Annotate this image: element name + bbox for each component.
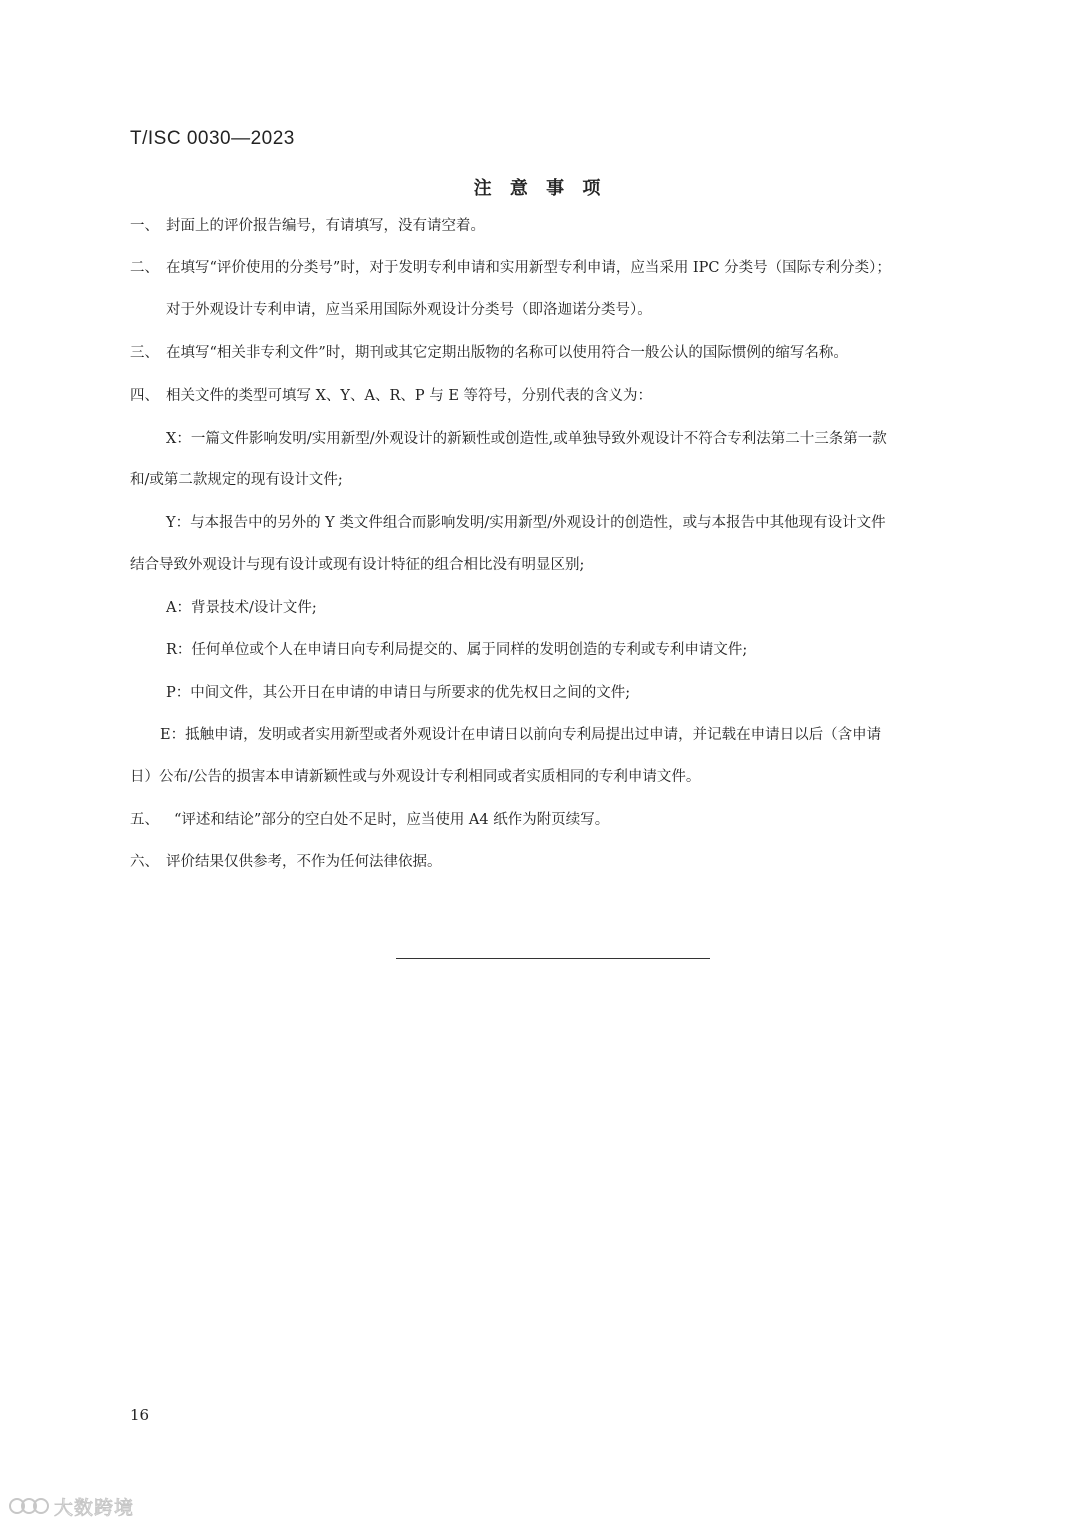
category-y-line-1: Y：与本报告中的另外的 Y 类文件组合而影响发明/实用新型/外观设计的创造性，或与本报告中其他现有设计文件 — [166, 515, 886, 531]
item-text: 评价结果仅供参考，不作为任何法律依据。 — [166, 854, 442, 870]
notice-item-6 — [130, 850, 442, 871]
item-number: 四、 — [130, 388, 159, 404]
page-number: 16 — [130, 1406, 150, 1424]
brand-logo-icon — [8, 1494, 50, 1518]
end-divider — [396, 958, 710, 959]
watermark — [8, 1492, 134, 1520]
item-text: 在填写“相关非专利文件”时，期刊或其它定期出版物的名称可以使用符合一般公认的国际惯例的缩写名称。 — [166, 345, 848, 361]
watermark-text: 大数跨境 — [54, 1496, 135, 1519]
page-title: 注 意 事 项 — [473, 178, 607, 199]
category-r-line: R：任何单位或个人在申请日向专利局提交的、属于同样的发明创造的专利或专利申请文件; — [166, 642, 748, 658]
item-text: 相关文件的类型可填写 X、Y、A、R、P 与 E 等符号，分别代表的含义为： — [166, 388, 653, 404]
category-e-line-2: 日）公布/公告的损害本申请新颖性或与外观设计专利相同或者实质相同的专利申请文件。 — [130, 769, 701, 785]
category-x-line-2: 和/或第二款规定的现有设计文件; — [130, 472, 343, 488]
standard-code: T/ISC 0030—2023 — [130, 128, 295, 149]
item-text: 封面上的评价报告编号，有请填写，没有请空着。 — [166, 218, 485, 234]
item-number: 六、 — [130, 854, 159, 870]
category-p-line: P：中间文件，其公开日在申请的申请日与所要求的优先权日之间的文件; — [166, 685, 631, 701]
item-text: “评述和结论”部分的空白处不足时，应当使用 A4 纸作为附页续写。 — [174, 812, 610, 828]
category-x-line-1: X：一篇文件影响发明/实用新型/外观设计的新颖性或创造性,或单独导致外观设计不符合专利法第二十三条第一款 — [166, 431, 887, 447]
notice-item-3 — [130, 341, 848, 362]
item-number: 一、 — [130, 218, 159, 234]
notice-item-5 — [130, 808, 609, 829]
category-a-line: A：背景技术/设计文件; — [166, 600, 317, 616]
item-text: 在填写“评价使用的分类号”时，对于发明专利申请和实用新型专利申请，应当采用 IPC 分类号（国际专利分类）； — [166, 260, 891, 276]
notice-item-4 — [130, 384, 652, 405]
category-y-line-2: 结合导致外观设计与现有设计或现有设计特征的组合相比没有明显区别; — [130, 557, 585, 573]
item-number: 二、 — [130, 260, 159, 276]
notice-item-1 — [130, 214, 485, 235]
notice-item-2-continuation: 对于外观设计专利申请，应当采用国际外观设计分类号（即洛迦诺分类号）。 — [166, 302, 652, 318]
item-number: 三、 — [130, 345, 159, 361]
item-number: 五、 — [130, 812, 159, 828]
category-e-line-1: E：抵触申请，发明或者实用新型或者外观设计在申请日以前向专利局提出过申请，并记载在申请日以后（含申请 — [160, 727, 882, 743]
notice-item-2 — [130, 256, 891, 277]
